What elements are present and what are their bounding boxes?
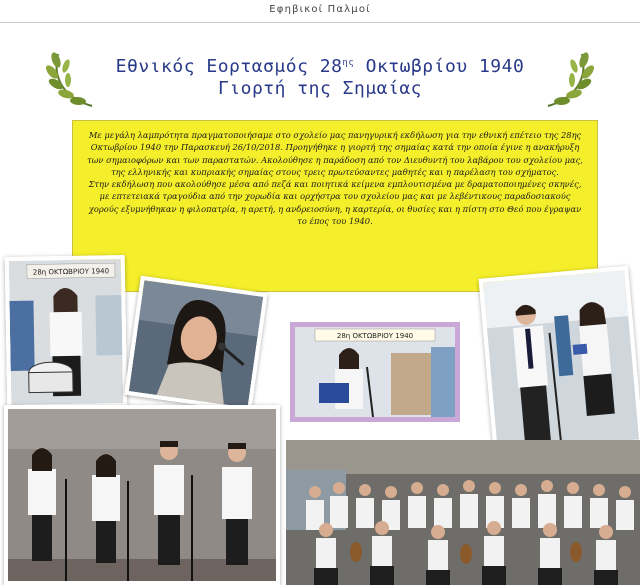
photo-choir-orchestra [286, 440, 640, 585]
header-bar [0, 0, 640, 23]
photo-four-students [4, 405, 280, 585]
photo-speaker-woman [124, 276, 267, 413]
photo-banner-text-2: 28η ΟΚΤΩΒΡΙΟΥ 1940 [336, 332, 414, 340]
article-title [80, 52, 560, 100]
article-text-panel [72, 120, 598, 292]
photo-reader-girl [290, 322, 460, 422]
article-paragraph-2: Στην εκδήλωση που ακολούθησε μέσα από πεζά και ποιητικά κείμενα εμπλουτισμένα με δραματοποιημένες σκηνές, με επτετειακά τραγούδια από την χορωδία και ορχήστρα του σχολείου μας και με λεβέντικους παραδοσιακούς χορούς εξυμνήθηκαν η φιλοπατρία, η αρετή, η ανδρειοσύνη, η καρτερία, οι θυσίες και η πίστη στο Θεό που έγραψαν το έπος του 1940. [88, 179, 582, 227]
article-paragraph-1: Με μεγάλη λαμπρότητα πραγματοποιήσαμε στο σχολείο μας πανηγυρική εκδήλωση για την εθνική επέτειο της 28ης Οκτωβρίου 1940 την Παρασκευή 26/10/2018. Προηγήθηκε η γιορτή της σημαίας κατά την οποία έγινε η ανακήρυξη των σημαιοφόρων και των παραστατών. Ακολούθησε η παράδοση από τον Διευθυντή του λαβάρου του σχολείου μας, της ελληνικής και κυπριακής σημαίας στους τρεις πρωτεύσαντες μαθητές και η παρέλαση του σχήματος. [87, 130, 583, 177]
photo-drummer [5, 255, 128, 409]
photo-banner-text-1: 28η ΟΚΤΩΒΡΙΟΥ 1940 [32, 267, 110, 277]
title-line-1: Εθνικός Εορτασμός $28^{\eta\varsigma}$ Οκτωβρίου 1940 [115, 56, 525, 77]
section-label: Εφηβικοί Παλμοί [269, 4, 371, 15]
photo-two-readers [479, 266, 640, 456]
title-line-2: Γιορτή της Σημαίας [217, 78, 423, 99]
